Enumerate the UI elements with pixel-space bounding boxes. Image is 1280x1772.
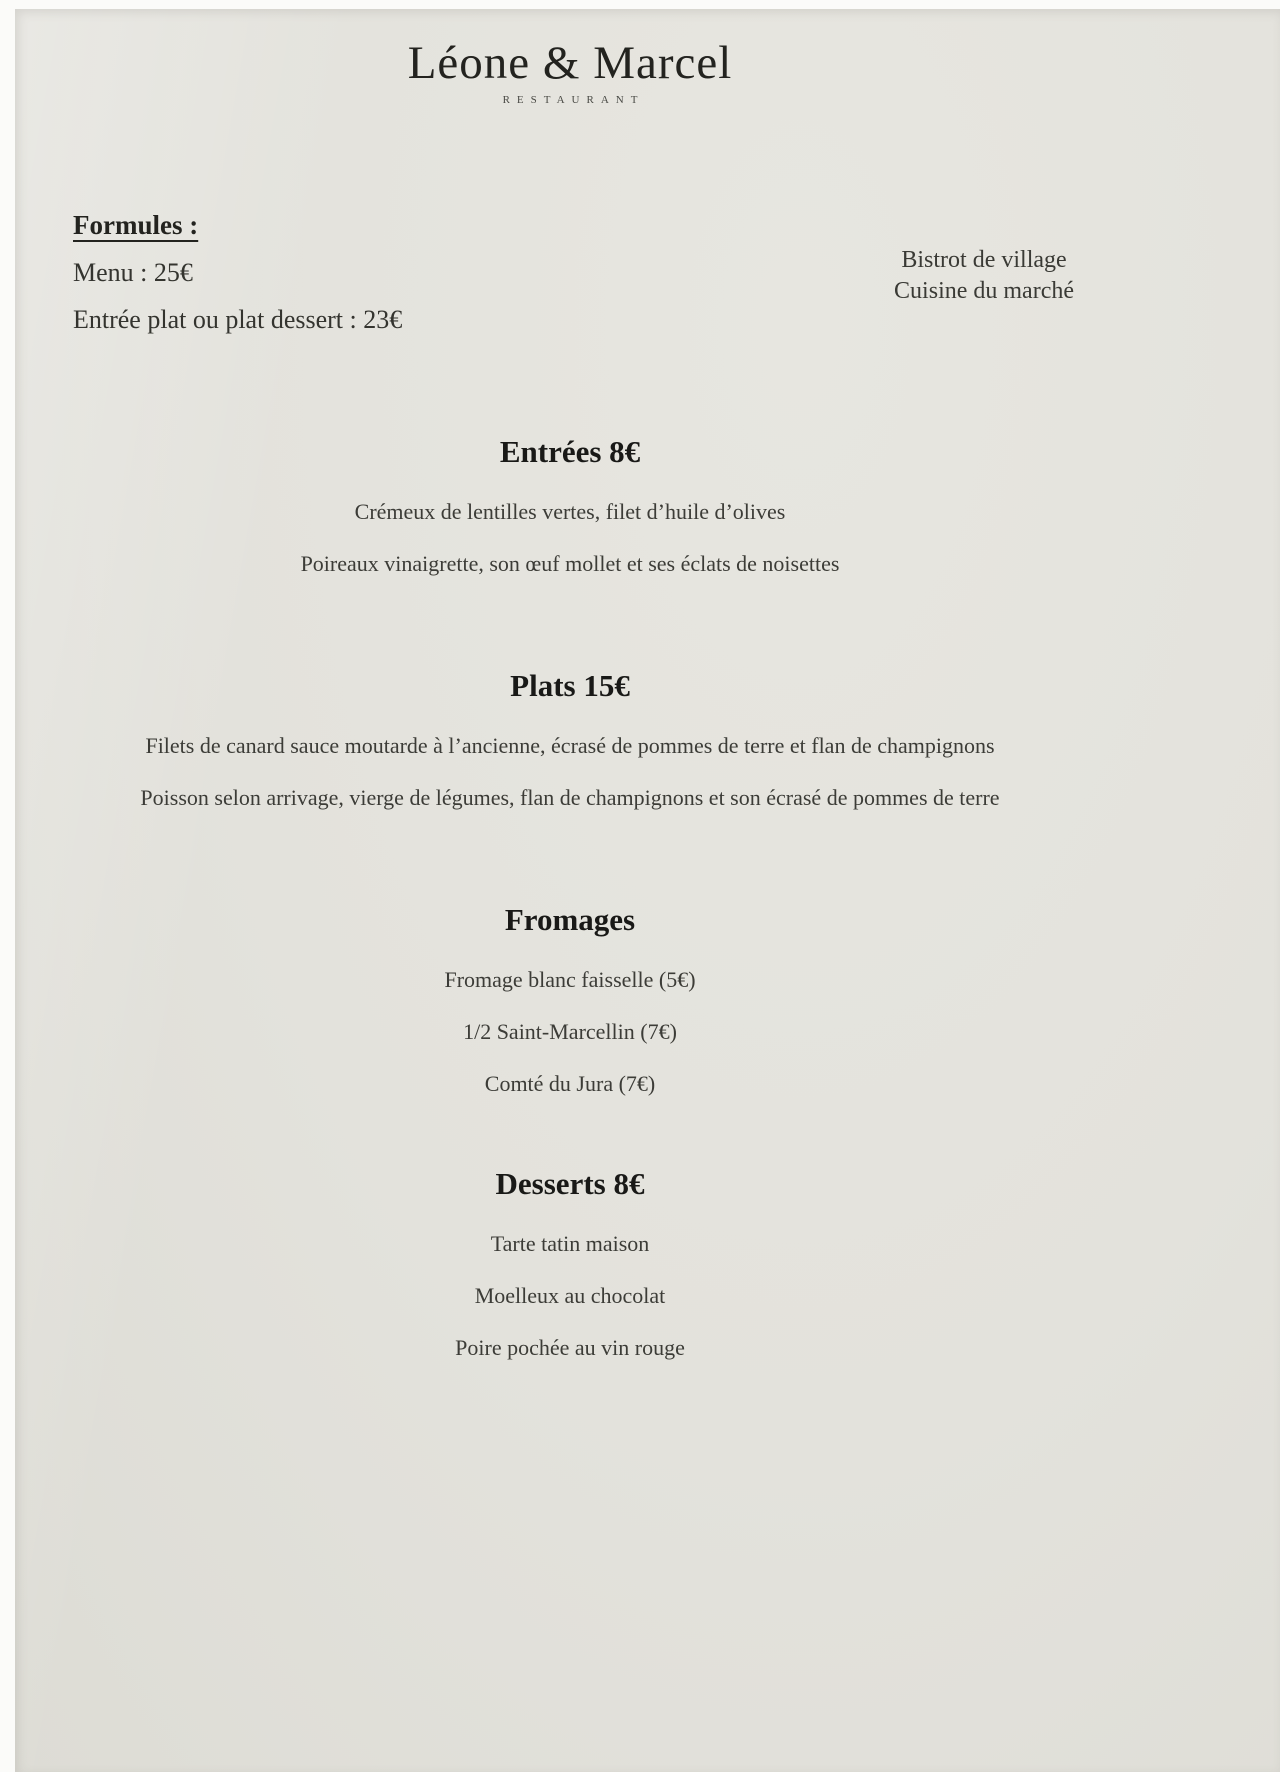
restaurant-name: Léone & Marcel	[407, 37, 733, 89]
menu-section	[15, 1165, 1125, 1363]
menu-page	[15, 9, 1280, 1772]
section-heading: Entrées 8€	[499, 434, 641, 469]
formules-menu-price: Menu : 25€	[73, 258, 193, 287]
menu-item: Poire pochée au vin rouge	[455, 1335, 685, 1360]
menu-item: Moelleux au chocolat	[474, 1283, 666, 1308]
menu-sections	[15, 9, 1125, 1385]
menu-item: Filets de canard sauce moutarde à l’ancienne, écrasé de pommes de terre et flan de champignons	[145, 733, 995, 758]
menu-section	[15, 433, 1125, 579]
menu-item: Poisson selon arrivage, vierge de légumes, flan de champignons et son écrasé de pommes de terre	[140, 785, 1000, 810]
menu-item: Crémeux de lentilles vertes, filet d’huile d’olives	[354, 499, 786, 524]
menu-section	[15, 901, 1125, 1099]
tagline-line-1: Bistrot de village	[901, 247, 1067, 273]
menu-item: Poireaux vinaigrette, son œuf mollet et ses éclats de noisettes	[300, 551, 840, 576]
menu-item: Comté du Jura (7€)	[484, 1071, 656, 1096]
section-heading: Desserts 8€	[495, 1166, 645, 1201]
formules-heading: Formules :	[73, 210, 199, 240]
menu-item: 1/2 Saint-Marcellin (7€)	[463, 1019, 677, 1044]
section-heading: Plats 15€	[510, 668, 630, 703]
menu-item: Fromage blanc faisselle (5€)	[444, 967, 696, 992]
section-heading: Fromages	[504, 902, 636, 937]
restaurant-subtitle: RESTAURANT	[502, 94, 645, 106]
menu-item: Tarte tatin maison	[490, 1231, 650, 1256]
menu-section	[15, 667, 1125, 813]
tagline-line-2: Cuisine du marché	[894, 278, 1074, 304]
formules-combo-price: Entrée plat ou plat dessert : 23€	[73, 305, 403, 334]
